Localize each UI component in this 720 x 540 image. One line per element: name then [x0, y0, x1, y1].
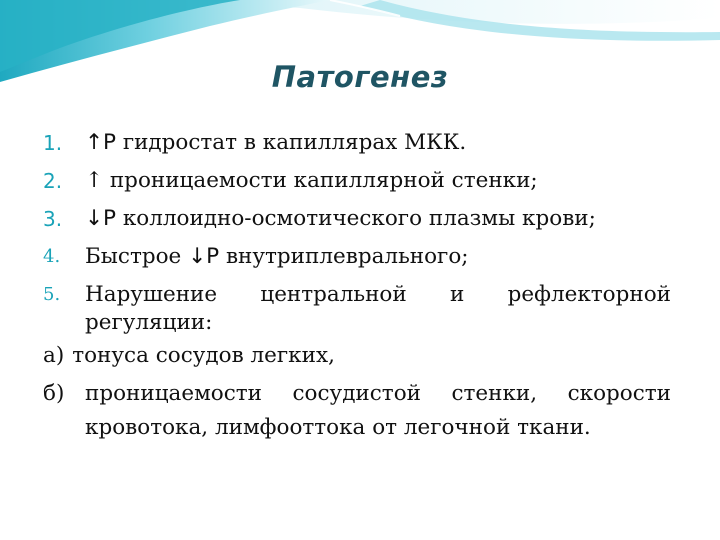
sub-item	[43, 337, 671, 375]
list-number: 1.	[43, 131, 63, 155]
list-item	[43, 124, 671, 162]
sub-item	[43, 375, 671, 445]
list-number: 2.	[43, 169, 63, 193]
list-number: 5.	[43, 284, 61, 305]
slide-title: Патогенез	[271, 60, 449, 94]
pathogenesis-list	[43, 124, 671, 445]
decrease-pressure-symbol: ↓Р	[188, 244, 220, 269]
sub-item-text: проницаемости сосудистой стенки, скорости кровотока, лимфооттока от легочной ткани.	[85, 381, 671, 440]
list-item-text: ↑Р гидростат в капиллярах МКК.	[85, 130, 467, 155]
list-number: 3.	[43, 207, 63, 231]
list-number: 4.	[43, 246, 61, 267]
increase-pressure-symbol: ↑Р	[85, 130, 116, 155]
decrease-pressure-symbol: ↓Р	[85, 206, 116, 231]
sub-item-text: тонуса сосудов легких,	[72, 343, 335, 368]
list-item-text: ↓Р коллоидно-осмотического плазмы крови;	[85, 206, 596, 231]
list-item	[43, 276, 671, 337]
sub-item-label: а)	[43, 343, 65, 368]
increase-symbol: ↑	[85, 168, 104, 193]
list-item-text: ↑ проницаемости капиллярной стенки;	[85, 168, 538, 193]
list-item	[43, 200, 671, 238]
list-item-text: Быстрое ↓Р внутриплеврального;	[85, 244, 469, 269]
list-item-text: Нарушение центральной и рефлекторной регуляции:	[85, 282, 671, 335]
sub-item-label: б)	[43, 381, 65, 406]
list-item	[43, 162, 671, 200]
list-item	[43, 238, 671, 276]
